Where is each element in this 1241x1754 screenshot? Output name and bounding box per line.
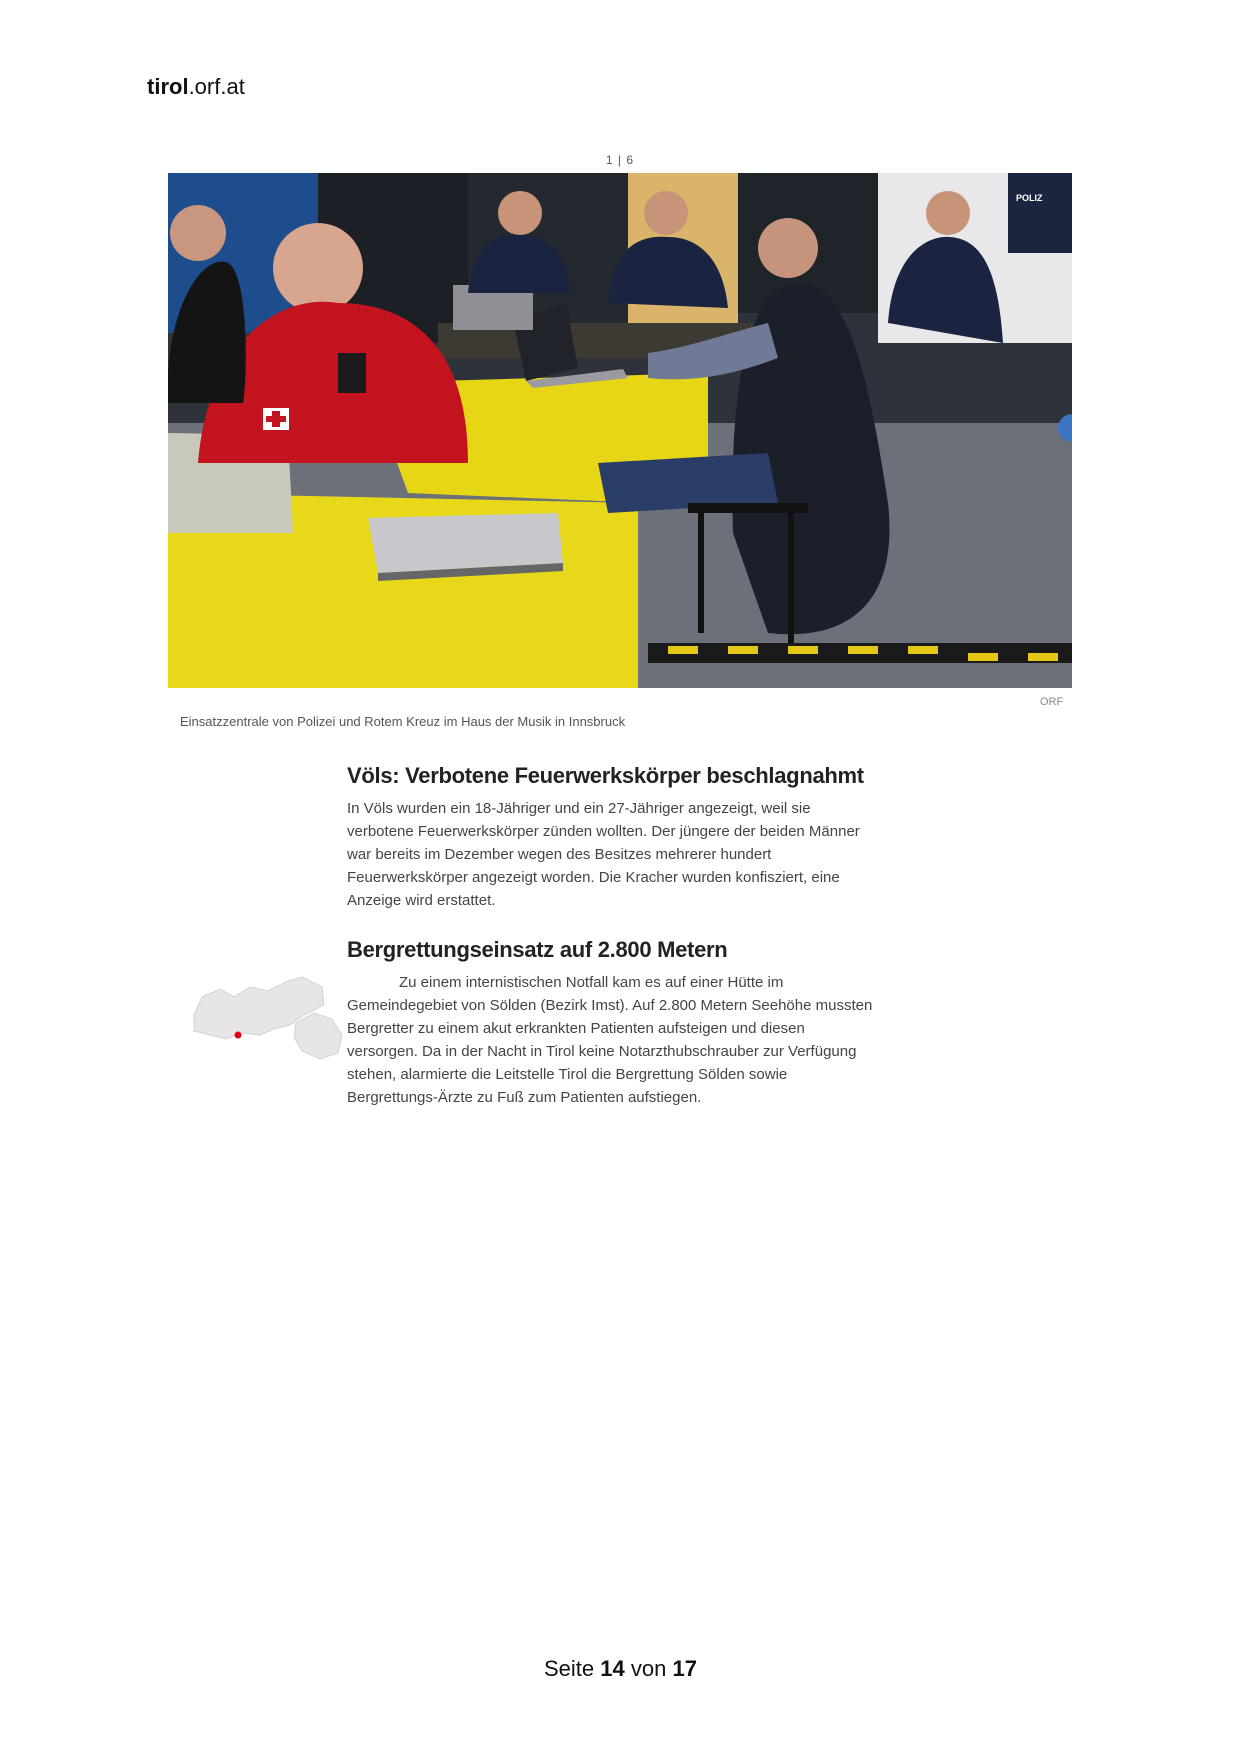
photo-credit: ORF: [1040, 696, 1064, 708]
footer-prefix: Seite: [544, 1656, 595, 1681]
map-east-tyrol: [294, 1013, 342, 1059]
site-name-domain: .orf.at: [188, 74, 245, 99]
location-marker-icon: [235, 1032, 242, 1039]
article-body-text: Zu einem internistischen Notfall kam es auf einer Hütte im Gemeindegebiet von Sölden (Bezirk Imst). Auf 2.800 Metern Seehöhe mussten Bergretter zu einem akut erkrankten Patienten aufsteigen und diesen versorgen. Da in der Nacht in Tirol keine Notarzthubschrauber zur Verfügung stehen, alarmierte die Leitstelle Tirol die Bergrettung Sölden sowie Bergrettungs-Ärzte zu Fuß zum Patienten aufstiegen.: [347, 974, 873, 1106]
site-header: [147, 74, 245, 100]
article-bergrettung: [347, 937, 877, 1109]
gallery-photo[interactable]: [168, 173, 1072, 688]
article-title: Bergrettungseinsatz auf 2.800 Metern: [347, 937, 728, 962]
tyrol-map-icon: [190, 975, 344, 1061]
article-body: In Völs wurden ein 18-Jähriger und ein 27-Jähriger angezeigt, weil sie verbotene Feuerwerkskörper zünden wollten. Der jüngere der beiden Männer war bereits im Dezember wegen des Besitzes mehrerer hundert Feuerwerkskörper angezeigt worden. Die Kracher wurden konfisziert, eine Anzeige wird erstattet.: [347, 800, 860, 909]
site-name-bold: tirol: [147, 74, 189, 99]
footer-page: 14: [600, 1656, 625, 1681]
page-footer: [0, 1656, 1241, 1682]
gallery-counter: 1 | 6: [605, 153, 635, 167]
photo-caption: Einsatzzentrale von Polizei und Rotem Kreuz im Haus der Musik in Innsbruck: [180, 714, 626, 729]
footer-middle: von: [630, 1656, 667, 1681]
article-voels: [347, 763, 877, 912]
article-body: [347, 971, 877, 1109]
footer-total: 17: [672, 1656, 697, 1681]
photo-illustration: [168, 173, 1072, 688]
photo-badge: POLIZ: [1016, 193, 1043, 203]
article-title: Völs: Verbotene Feuerwerkskörper beschlagnahmt: [347, 763, 864, 788]
